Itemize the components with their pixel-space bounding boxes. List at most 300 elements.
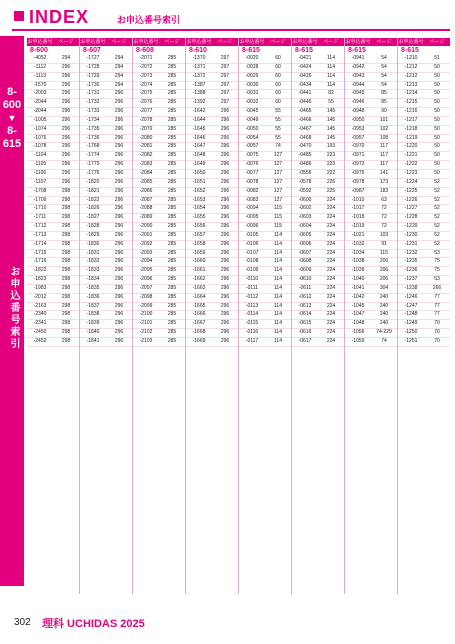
page-number-cell: 285 [167,284,177,291]
column-header-label: お申込番号 [292,39,318,45]
order-number-cell: -0434 [298,81,312,88]
page-number-cell: 55 [275,116,281,123]
page-number-cell: 298 [61,311,71,318]
table-row [398,161,450,170]
table-row [398,285,450,294]
order-number-cell: -1217 [404,116,418,123]
table-row [345,64,397,73]
column-header [292,38,344,46]
table-row [398,188,450,197]
page-number-cell: 285 [167,276,177,283]
order-number-cell: -2085 [139,178,153,185]
page-number-cell: 285 [167,72,177,79]
order-number-cell: -0030 [245,81,259,88]
table-row [239,73,291,82]
table-row [239,179,291,188]
table-row [239,188,291,197]
page-number-cell: 224 [326,302,336,309]
table-row [80,267,132,276]
column-header-label: お申込番号 [80,39,106,45]
page-number-cell: 285 [167,55,177,61]
page-number-cell: 50 [434,81,440,88]
page-number-cell: 298 [61,240,71,247]
order-number-cell: -1371 [192,63,206,70]
section-label: 8-610 [189,47,207,54]
order-number-cell: -0050 [245,125,259,132]
page-number-cell: 224 [326,276,336,283]
page-number-cell: 296 [61,63,71,70]
table-row [27,90,79,99]
table-row [292,73,344,82]
page-number-cell: 285 [167,161,177,168]
section-label: 8-615 [295,47,313,54]
order-number-cell: -1372 [192,72,206,79]
table-row [398,294,450,303]
page-number-cell: 50 [434,72,440,79]
table-row [133,303,185,312]
order-number-cell: -0426 [298,72,312,79]
table-row [398,303,450,312]
page-number-cell: 240 [379,311,389,318]
order-number-cell: -0975 [351,169,365,176]
table-row [27,250,79,259]
table-row [27,143,79,152]
page-number-cell: 127 [273,178,283,185]
order-number-cell: -0057 [245,143,259,150]
order-number-cell: -1076 [33,134,47,141]
page-number-cell: 285 [167,125,177,132]
order-number-cell: -1232 [404,249,418,256]
order-number-cell: -0106 [245,240,259,247]
order-number-cell: -1668 [192,329,206,336]
order-number-cell: -0094 [245,205,259,212]
page-number-cell: 296 [220,276,230,283]
page-number-cell: 224 [326,214,336,221]
page-number-cell: 54 [381,55,387,61]
table-row [186,99,238,108]
page-number-cell: 296 [114,108,124,115]
page-number-cell: 296 [220,196,230,203]
side-range [1,86,23,151]
table-row [239,241,291,250]
order-number-cell: -1236 [404,267,418,274]
table-row [239,294,291,303]
table-row [186,55,238,64]
order-number-cell: -0031 [245,90,259,97]
order-number-cell: -0108 [245,258,259,265]
table-row [398,258,450,267]
table-row [239,143,291,152]
order-number-cell: -1734 [86,116,100,123]
order-number-cell: -1229 [404,223,418,230]
page-number-cell: 285 [167,63,177,70]
page-number-cell: 117 [380,143,388,150]
page-number-cell: 52 [434,231,440,238]
order-number-cell: -2084 [139,169,153,176]
table-row [186,294,238,303]
page-number-cell: 54 [381,81,387,88]
page-number-cell: 296 [61,134,71,141]
page-number-cell: 52 [434,196,440,203]
page-number-cell: 127 [273,169,283,176]
order-number-cell: -0020 [245,55,259,61]
table-row [133,267,185,276]
page-title: INDEX [29,7,90,27]
order-number-cell: -1730 [86,81,100,88]
page-number-cell: 296 [114,284,124,291]
page-number-cell: 296 [114,320,124,327]
column-header [345,38,397,46]
page-number-cell: 53 [434,276,440,283]
table-row [398,126,450,135]
table-row [292,170,344,179]
order-number-cell: -2073 [139,72,153,79]
table-row [186,250,238,259]
page-number-cell: 296 [220,143,230,150]
order-number-cell: -0470 [298,143,312,150]
order-number-cell: -1644 [192,116,206,123]
order-number-cell: -0942 [351,63,365,70]
order-number-cell: -0115 [245,320,259,327]
page-number-cell: 298 [61,214,71,221]
table-row [398,320,450,329]
order-number-cell: -0465 [298,108,312,115]
order-number-cell: -1708 [33,187,47,194]
page-number-cell: 296 [114,90,124,97]
table-row [186,311,238,320]
order-number-cell: -0029 [245,72,259,79]
table-row [398,99,450,108]
order-number-cell: -1839 [86,320,100,327]
table-row [345,152,397,161]
page-number-cell: 224 [326,293,336,300]
order-number-cell: -2450 [33,329,47,336]
table-row [186,285,238,294]
order-number-cell: -1669 [192,338,206,344]
order-number-cell: -1709 [33,196,47,203]
page-number-cell: 52 [434,178,440,185]
page-number-cell: 50 [434,169,440,176]
page-number-cell: 296 [61,116,71,123]
table-row [398,170,450,179]
order-number-cell: -2076 [139,99,153,106]
column-header [80,38,132,46]
table-row [398,108,450,117]
page-number-cell: 70 [434,320,440,327]
page-number-cell: 296 [114,178,124,185]
page-number-cell: 298 [61,338,71,344]
table-row [292,241,344,250]
table-row [80,188,132,197]
page-number-cell: 297 [220,90,230,97]
table-row [345,126,397,135]
order-number-cell: -1666 [192,311,206,318]
column-header-label: お申込番号 [398,39,424,45]
order-number-cell: -0446 [298,99,312,106]
page-number-cell: 240 [379,302,389,309]
page-number-cell: 298 [61,196,71,203]
page-number-cell: 224 [326,196,336,203]
table-row [27,152,79,161]
order-number-cell: -1228 [404,214,418,221]
column-header-label: お申込番号 [27,39,53,45]
page-number-cell: 52 [434,240,440,247]
page-number-cell: 297 [220,55,230,61]
order-number-cell: -0114 [245,311,259,318]
page-number-cell: 294 [114,72,124,79]
table-row [80,205,132,214]
page-number-cell: 224 [326,267,336,274]
page-number-cell: 298 [61,187,71,194]
order-number-cell: -0607 [298,249,312,256]
table-row [133,99,185,108]
order-number-cell: -1710 [33,205,47,212]
order-number-cell: -1656 [192,223,206,230]
table-row [27,135,79,144]
section-heading [27,46,79,55]
order-number-cell: -1032 [351,240,365,247]
page-number-cell: 298 [61,293,71,300]
order-number-cell: -2096 [139,276,153,283]
table-row [27,329,79,338]
page-number-cell: 285 [167,338,177,344]
column-header [27,38,79,46]
table-row [398,223,450,232]
page-number-cell: 285 [167,240,177,247]
page-number-cell: 296 [61,125,71,132]
table-row [239,64,291,73]
table-row [239,250,291,259]
order-number-cell: -0424 [298,63,312,70]
table-row [345,143,397,152]
table-row [27,311,79,320]
page-number: 302 [14,617,31,628]
order-number-cell: -0602 [298,205,312,212]
page-number-cell: 103 [379,231,389,238]
page-number-cell: 127 [273,161,283,168]
order-number-cell: -1219 [404,134,418,141]
table-row [27,338,79,347]
page-number-cell: 60 [275,81,281,88]
order-number-cell: -0421 [298,55,312,61]
order-number-cell: -1237 [404,276,418,283]
table-row [186,276,238,285]
table-row [80,232,132,241]
order-number-cell: -2102 [139,329,153,336]
table-row [186,214,238,223]
order-number-cell: -1653 [192,196,206,203]
order-number-cell: -1983 [33,284,47,291]
table-row [80,135,132,144]
page-number-cell: 115 [274,214,282,221]
order-number-cell: -1663 [192,284,206,291]
page-number-cell: 50 [434,125,440,132]
column-header-label: ページ [58,39,74,45]
page-number-cell: 114 [274,284,282,291]
order-number-cell: -0603 [298,214,312,221]
order-number-cell: -2093 [139,249,153,256]
page-number-cell: 50 [434,152,440,159]
table-row [133,338,185,347]
table-row [292,329,344,338]
order-number-cell: -1040 [351,276,365,283]
page-number-cell: 296 [61,178,71,185]
table-row [186,64,238,73]
page-number-cell: 50 [434,116,440,123]
table-row [186,73,238,82]
table-row [398,205,450,214]
order-number-cell: -1018 [351,214,365,221]
order-number-cell: -1113 [33,72,47,79]
table-row [239,258,291,267]
page-number-cell: 298 [61,223,71,230]
order-number-cell: -2083 [139,161,153,168]
order-number-cell: -2074 [139,81,153,88]
table-row [345,276,397,285]
column-header [239,38,291,46]
table-row [133,108,185,117]
index-column [398,38,450,594]
page-number-cell: 114 [274,267,282,274]
order-number-cell: -1246 [404,293,418,300]
table-row [239,55,291,64]
page-number-cell: 115 [274,205,282,212]
page-number-cell: 297 [220,99,230,106]
page-number-cell: 240 [379,293,389,300]
header-rule [12,29,450,31]
section-heading [398,46,450,55]
order-number-cell: -0049 [245,116,259,123]
order-number-cell: -0614 [298,311,312,318]
section-label: 8-615 [348,47,366,54]
page-number-cell: 298 [61,302,71,309]
table-row [27,320,79,329]
table-row [186,303,238,312]
table-row [80,143,132,152]
page-number-cell: 285 [167,231,177,238]
order-number-cell: -0109 [245,267,259,274]
page-number-cell: 296 [61,143,71,150]
page-number-cell: 114 [274,293,282,300]
table-row [345,205,397,214]
page-number-cell: 226 [326,178,336,185]
page-number-cell: 60 [275,90,281,97]
table-row [292,205,344,214]
page-number-cell: 50 [434,161,440,168]
page-number-cell: 50 [434,63,440,70]
order-number-cell: -0617 [298,338,312,344]
table-row [239,135,291,144]
table-row [186,90,238,99]
page-number-cell: 74 [381,338,387,344]
order-number-cell: -1827 [86,214,100,221]
page-number-cell: 60 [275,99,281,106]
page-number-cell: 114 [274,320,282,327]
order-number-cell: -1775 [86,161,100,168]
order-number-cell: -1056 [351,329,365,336]
column-header-label: お申込番号 [133,39,159,45]
table-row [186,152,238,161]
page-number-cell: 75 [434,267,440,274]
page-number-cell: 285 [167,178,177,185]
page-number-cell: 114 [327,55,335,61]
order-number-cell: -1838 [86,311,100,318]
order-number-cell: -1662 [192,276,206,283]
table-row [27,258,79,267]
table-row [239,303,291,312]
table-row [186,320,238,329]
order-number-cell: -1821 [86,187,100,194]
section-heading [239,46,291,55]
order-number-cell: -1021 [351,231,365,238]
index-column [292,38,345,594]
table-row [345,108,397,117]
page-number-cell: 114 [274,329,282,336]
order-number-cell: -0110 [245,276,259,283]
page-number-cell: 52 [434,205,440,212]
page-number-cell: 54 [381,63,387,70]
table-row [186,170,238,179]
table-row [292,179,344,188]
table-row [239,276,291,285]
table-row [133,276,185,285]
page-number-cell: 296 [220,223,230,230]
section-label: 8-615 [242,47,260,54]
section-label: 8-615 [401,47,419,54]
table-row [80,108,132,117]
order-number-cell: -0486 [298,161,312,168]
page-number-cell: 296 [114,116,124,123]
table-row [186,329,238,338]
page-number-cell: 224 [326,311,336,318]
order-number-cell: -0117 [245,338,259,344]
table-row [80,117,132,126]
table-row [345,179,397,188]
table-row [239,320,291,329]
order-number-cell: -1659 [192,249,206,256]
order-number-cell: -0578 [298,178,312,185]
page-number-cell: 296 [220,152,230,159]
table-row [133,311,185,320]
page-number-cell: 223 [326,161,336,168]
table-row [27,73,79,82]
page-number-cell: 285 [167,214,177,221]
table-row [133,152,185,161]
table-row [133,82,185,91]
page-number-cell: 296 [114,214,124,221]
page-number-cell: 296 [220,320,230,327]
order-number-cell: -1106 [33,169,47,176]
table-row [345,90,397,99]
page-number-cell: 55 [275,134,281,141]
order-number-cell: -1823 [33,276,47,283]
table-row [398,55,450,64]
page-number-cell: 85 [381,90,387,97]
table-row [292,267,344,276]
order-number-cell: -0613 [298,302,312,309]
page-number-cell: 72 [381,214,387,221]
table-row [186,161,238,170]
order-number-cell: -1834 [86,276,100,283]
table-row [80,311,132,320]
page-number-cell: 224 [326,338,336,344]
page-number-cell: 285 [167,152,177,159]
table-row [186,117,238,126]
table-row [186,232,238,241]
table-row [133,55,185,64]
page-number-cell: 224 [326,240,336,247]
table-row [345,285,397,294]
